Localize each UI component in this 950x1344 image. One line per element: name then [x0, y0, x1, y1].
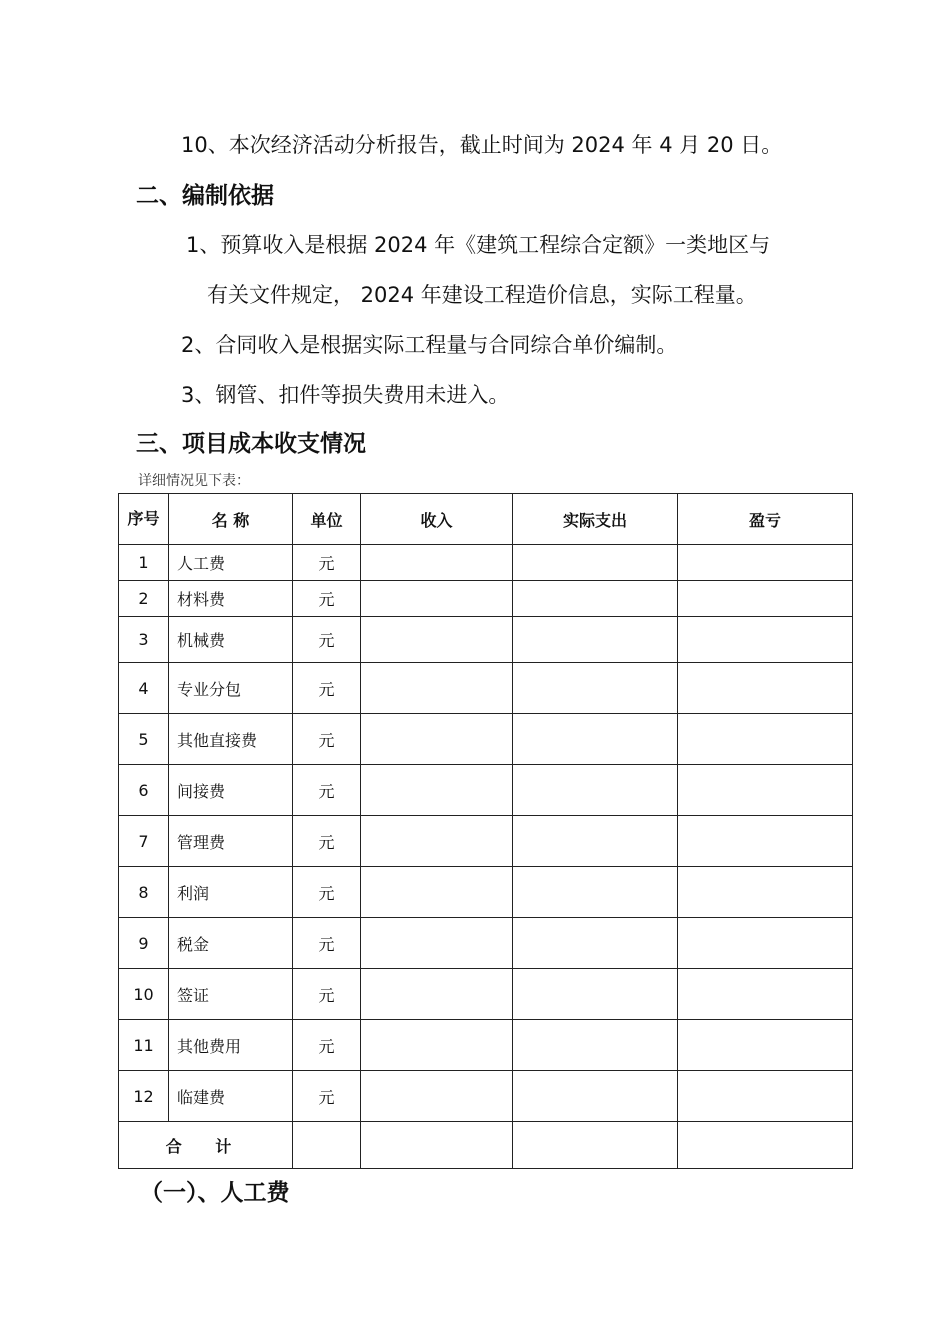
row-unit: 元 — [293, 765, 361, 816]
row-name: 间接费 — [169, 765, 293, 816]
row-unit: 元 — [293, 969, 361, 1020]
row-unit: 元 — [293, 867, 361, 918]
subsection-heading-labor: （一）、人工费 — [140, 1180, 290, 1206]
row-income — [361, 1020, 513, 1071]
row-income — [361, 918, 513, 969]
row-expense — [513, 918, 678, 969]
row-no: 5 — [119, 714, 169, 765]
row-expense — [513, 816, 678, 867]
row-no: 4 — [119, 663, 169, 714]
row-profit — [678, 545, 853, 581]
row-unit: 元 — [293, 918, 361, 969]
total-label: 合 计 — [119, 1122, 293, 1169]
table-row — [119, 545, 853, 581]
table-row — [119, 918, 853, 969]
row-no: 1 — [119, 545, 169, 581]
row-expense — [513, 545, 678, 581]
row-no: 8 — [119, 867, 169, 918]
row-unit: 元 — [293, 617, 361, 663]
row-profit — [678, 617, 853, 663]
row-income — [361, 714, 513, 765]
row-no: 6 — [119, 765, 169, 816]
table-header-row — [119, 494, 853, 545]
row-profit — [678, 867, 853, 918]
table-row — [119, 1071, 853, 1122]
table-row — [119, 969, 853, 1020]
table-row — [119, 816, 853, 867]
row-unit: 元 — [293, 1020, 361, 1071]
row-expense — [513, 867, 678, 918]
row-name: 其他费用 — [169, 1020, 293, 1071]
row-name: 人工费 — [169, 545, 293, 581]
row-income — [361, 816, 513, 867]
row-unit: 元 — [293, 1071, 361, 1122]
row-unit: 元 — [293, 663, 361, 714]
row-unit: 元 — [293, 714, 361, 765]
row-unit: 元 — [293, 545, 361, 581]
row-expense — [513, 1020, 678, 1071]
row-name: 临建费 — [169, 1071, 293, 1122]
row-profit — [678, 816, 853, 867]
row-expense — [513, 765, 678, 816]
row-name: 利润 — [169, 867, 293, 918]
section-heading-cost: 三、项目成本收支情况 — [136, 431, 366, 457]
row-profit — [678, 1020, 853, 1071]
section-heading-basis: 二、编制依据 — [136, 183, 274, 209]
row-no: 3 — [119, 617, 169, 663]
total-profit — [678, 1122, 853, 1169]
paragraph-item-10: 10、本次经济活动分析报告，截止时间为 2024 年 4 月 20 日。 — [181, 133, 783, 157]
row-name: 税金 — [169, 918, 293, 969]
row-expense — [513, 581, 678, 617]
header-unit: 单位 — [293, 494, 361, 545]
row-income — [361, 581, 513, 617]
basis-item-3: 3、钢管、扣件等损失费用未进入。 — [181, 383, 510, 407]
total-expense — [513, 1122, 678, 1169]
row-no: 11 — [119, 1020, 169, 1071]
row-name: 管理费 — [169, 816, 293, 867]
table-row — [119, 581, 853, 617]
total-income — [361, 1122, 513, 1169]
row-name: 材料费 — [169, 581, 293, 617]
row-no: 9 — [119, 918, 169, 969]
table-total-row — [119, 1122, 853, 1169]
row-income — [361, 765, 513, 816]
table-note: 详细情况见下表： — [138, 473, 250, 489]
row-income — [361, 617, 513, 663]
row-profit — [678, 918, 853, 969]
basis-item-2: 2、合同收入是根据实际工程量与合同综合单价编制。 — [181, 333, 678, 357]
table-row — [119, 1020, 853, 1071]
row-profit — [678, 581, 853, 617]
row-no: 2 — [119, 581, 169, 617]
table-row — [119, 765, 853, 816]
row-no: 12 — [119, 1071, 169, 1122]
row-expense — [513, 663, 678, 714]
header-expense: 实际支出 — [513, 494, 678, 545]
row-expense — [513, 714, 678, 765]
row-profit — [678, 1071, 853, 1122]
row-name: 专业分包 — [169, 663, 293, 714]
total-unit — [293, 1122, 361, 1169]
row-no: 10 — [119, 969, 169, 1020]
row-profit — [678, 969, 853, 1020]
basis-item-1-line1: 1、预算收入是根据 2024 年《建筑工程综合定额》一类地区与 — [186, 233, 771, 257]
header-name: 名 称 — [169, 494, 293, 545]
row-profit — [678, 663, 853, 714]
cost-summary-table — [118, 493, 853, 1169]
row-income — [361, 1071, 513, 1122]
row-expense — [513, 969, 678, 1020]
basis-item-1-line2: 有关文件规定， 2024 年建设工程造价信息，实际工程量。 — [207, 283, 757, 307]
row-unit: 元 — [293, 816, 361, 867]
row-name: 其他直接费 — [169, 714, 293, 765]
header-seq: 序号 — [119, 494, 169, 545]
row-profit — [678, 714, 853, 765]
table-row — [119, 714, 853, 765]
row-profit — [678, 765, 853, 816]
table-row — [119, 617, 853, 663]
header-profit: 盈亏 — [678, 494, 853, 545]
header-income: 收入 — [361, 494, 513, 545]
row-income — [361, 867, 513, 918]
row-name: 机械费 — [169, 617, 293, 663]
row-expense — [513, 1071, 678, 1122]
row-name: 签证 — [169, 969, 293, 1020]
table-row — [119, 663, 853, 714]
row-no: 7 — [119, 816, 169, 867]
row-income — [361, 969, 513, 1020]
row-income — [361, 545, 513, 581]
row-expense — [513, 617, 678, 663]
row-unit: 元 — [293, 581, 361, 617]
table-row — [119, 867, 853, 918]
row-income — [361, 663, 513, 714]
